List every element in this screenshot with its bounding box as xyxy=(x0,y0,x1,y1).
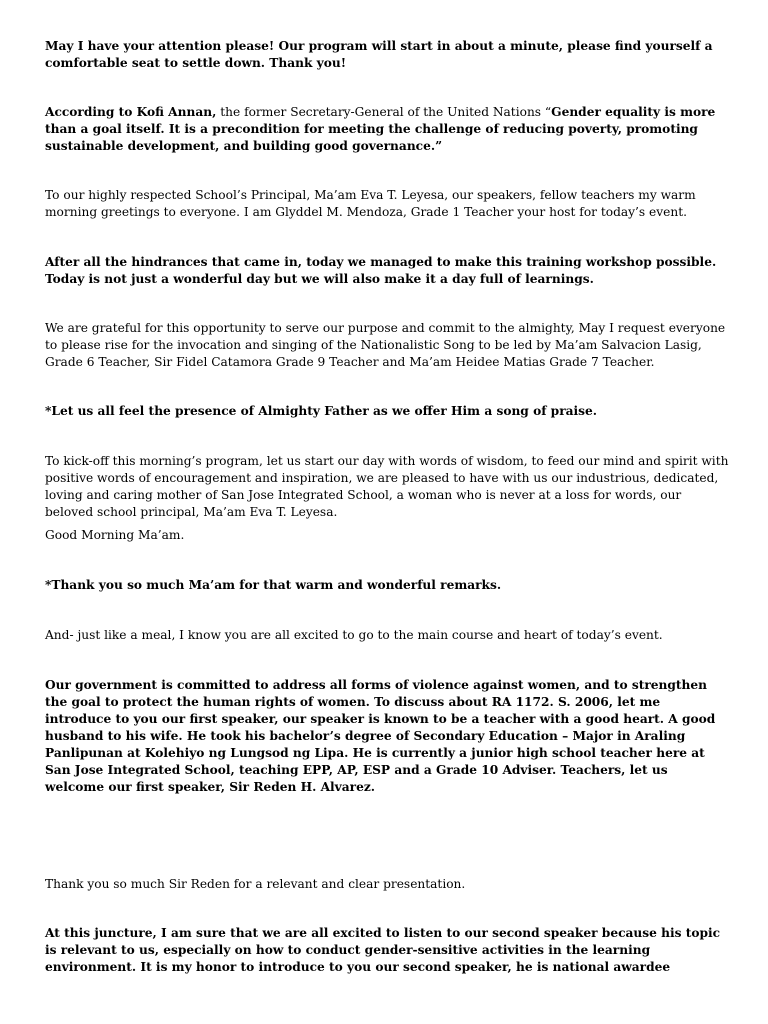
good-morning-line: Good Morning Ma’am. xyxy=(45,528,185,542)
thanks-first-speaker: Thank you so much Sir Reden for a relevant and clear presentation. xyxy=(45,877,466,891)
welcome-remarks-paragraph: To kick-off this morning’s program, let us start our day with words of wisdom, to feed our mind and spirit with positive words of encouragement and inspiration, we are pleased to have with us our industrious, dedicated, loving and caring mother of San Jose Integrated School, a woman who is never at a loss for words, our beloved school principal, Ma’am Eva T. Leyesa. xyxy=(45,454,729,519)
main-course-line: And- just like a meal, I know you are all excited to go to the main course and heart of today’s event. xyxy=(45,628,663,642)
gender-equality-quote: Gender equality is more than a goal itself. It is a precondition for meeting the challenge of reducing poverty, promoting sustainable development, and building good governance.” xyxy=(45,105,716,153)
thank-you-cue: *Thank you so much Ma’am for that warm and wonderful remarks. xyxy=(45,578,502,592)
hindrances-paragraph: After all the hindrances that came in, today we managed to make this training workshop possible. Today is not just a wonderful day but we will also make it a day full of learnings. xyxy=(45,255,717,286)
quote-paragraph xyxy=(45,104,730,155)
invocation-paragraph: We are grateful for this opportunity to serve our purpose and commit to the almighty, May I request everyone to please rise for the invocation and singing of the Nationalistic Song to be led by Ma’am Salvacion Lasig, Grade 6 Teacher, Sir Fidel Catamora Grade 9 Teacher and Ma’am Heidee Matias Grade 7 Teacher. xyxy=(45,321,726,369)
quote-intro: the former Secretary-General of the United Nations “ xyxy=(216,105,552,119)
prayer-cue: *Let us all feel the presence of Almighty Father as we offer Him a song of praise. xyxy=(45,404,598,418)
second-speaker-introduction: At this juncture, I am sure that we are all excited to listen to our second speaker because his topic is relevant to us, especially on how to conduct gender-sensitive activities in the learning environment. It is my honor to introduce to you our second speaker, he is national awardee xyxy=(45,926,721,974)
greeting-paragraph: To our highly respected School’s Principal, Ma’am Eva T. Leyesa, our speakers, fellow teachers my warm morning greetings to everyone. I am Glyddel M. Mendoza, Grade 1 Teacher your host for today’s event. xyxy=(45,188,696,219)
attention-paragraph: May I have your attention please! Our program will start in about a minute, please find yourself a comfortable seat to settle down. Thank you! xyxy=(45,39,713,70)
quote-attribution: According to Kofi Annan, xyxy=(45,105,217,119)
first-speaker-introduction: Our government is committed to address all forms of violence against women, and to strengthen the goal to protect the human rights of women. To discuss about RA 1172. S. 2006, let me introduce to you our first speaker, our speaker is known to be a teacher with a good heart. A good husband to his wife. He took his bachelor’s degree of Secondary Education – Major in Araling Panlipunan at Kolehiyo ng Lungsod ng Lipa. He is currently a junior high school teacher here at San Jose Integrated School, teaching EPP, AP, ESP and a Grade 10 Adviser. Teachers, let us welcome our first speaker, Sir Reden H. Alvarez. xyxy=(45,678,716,794)
